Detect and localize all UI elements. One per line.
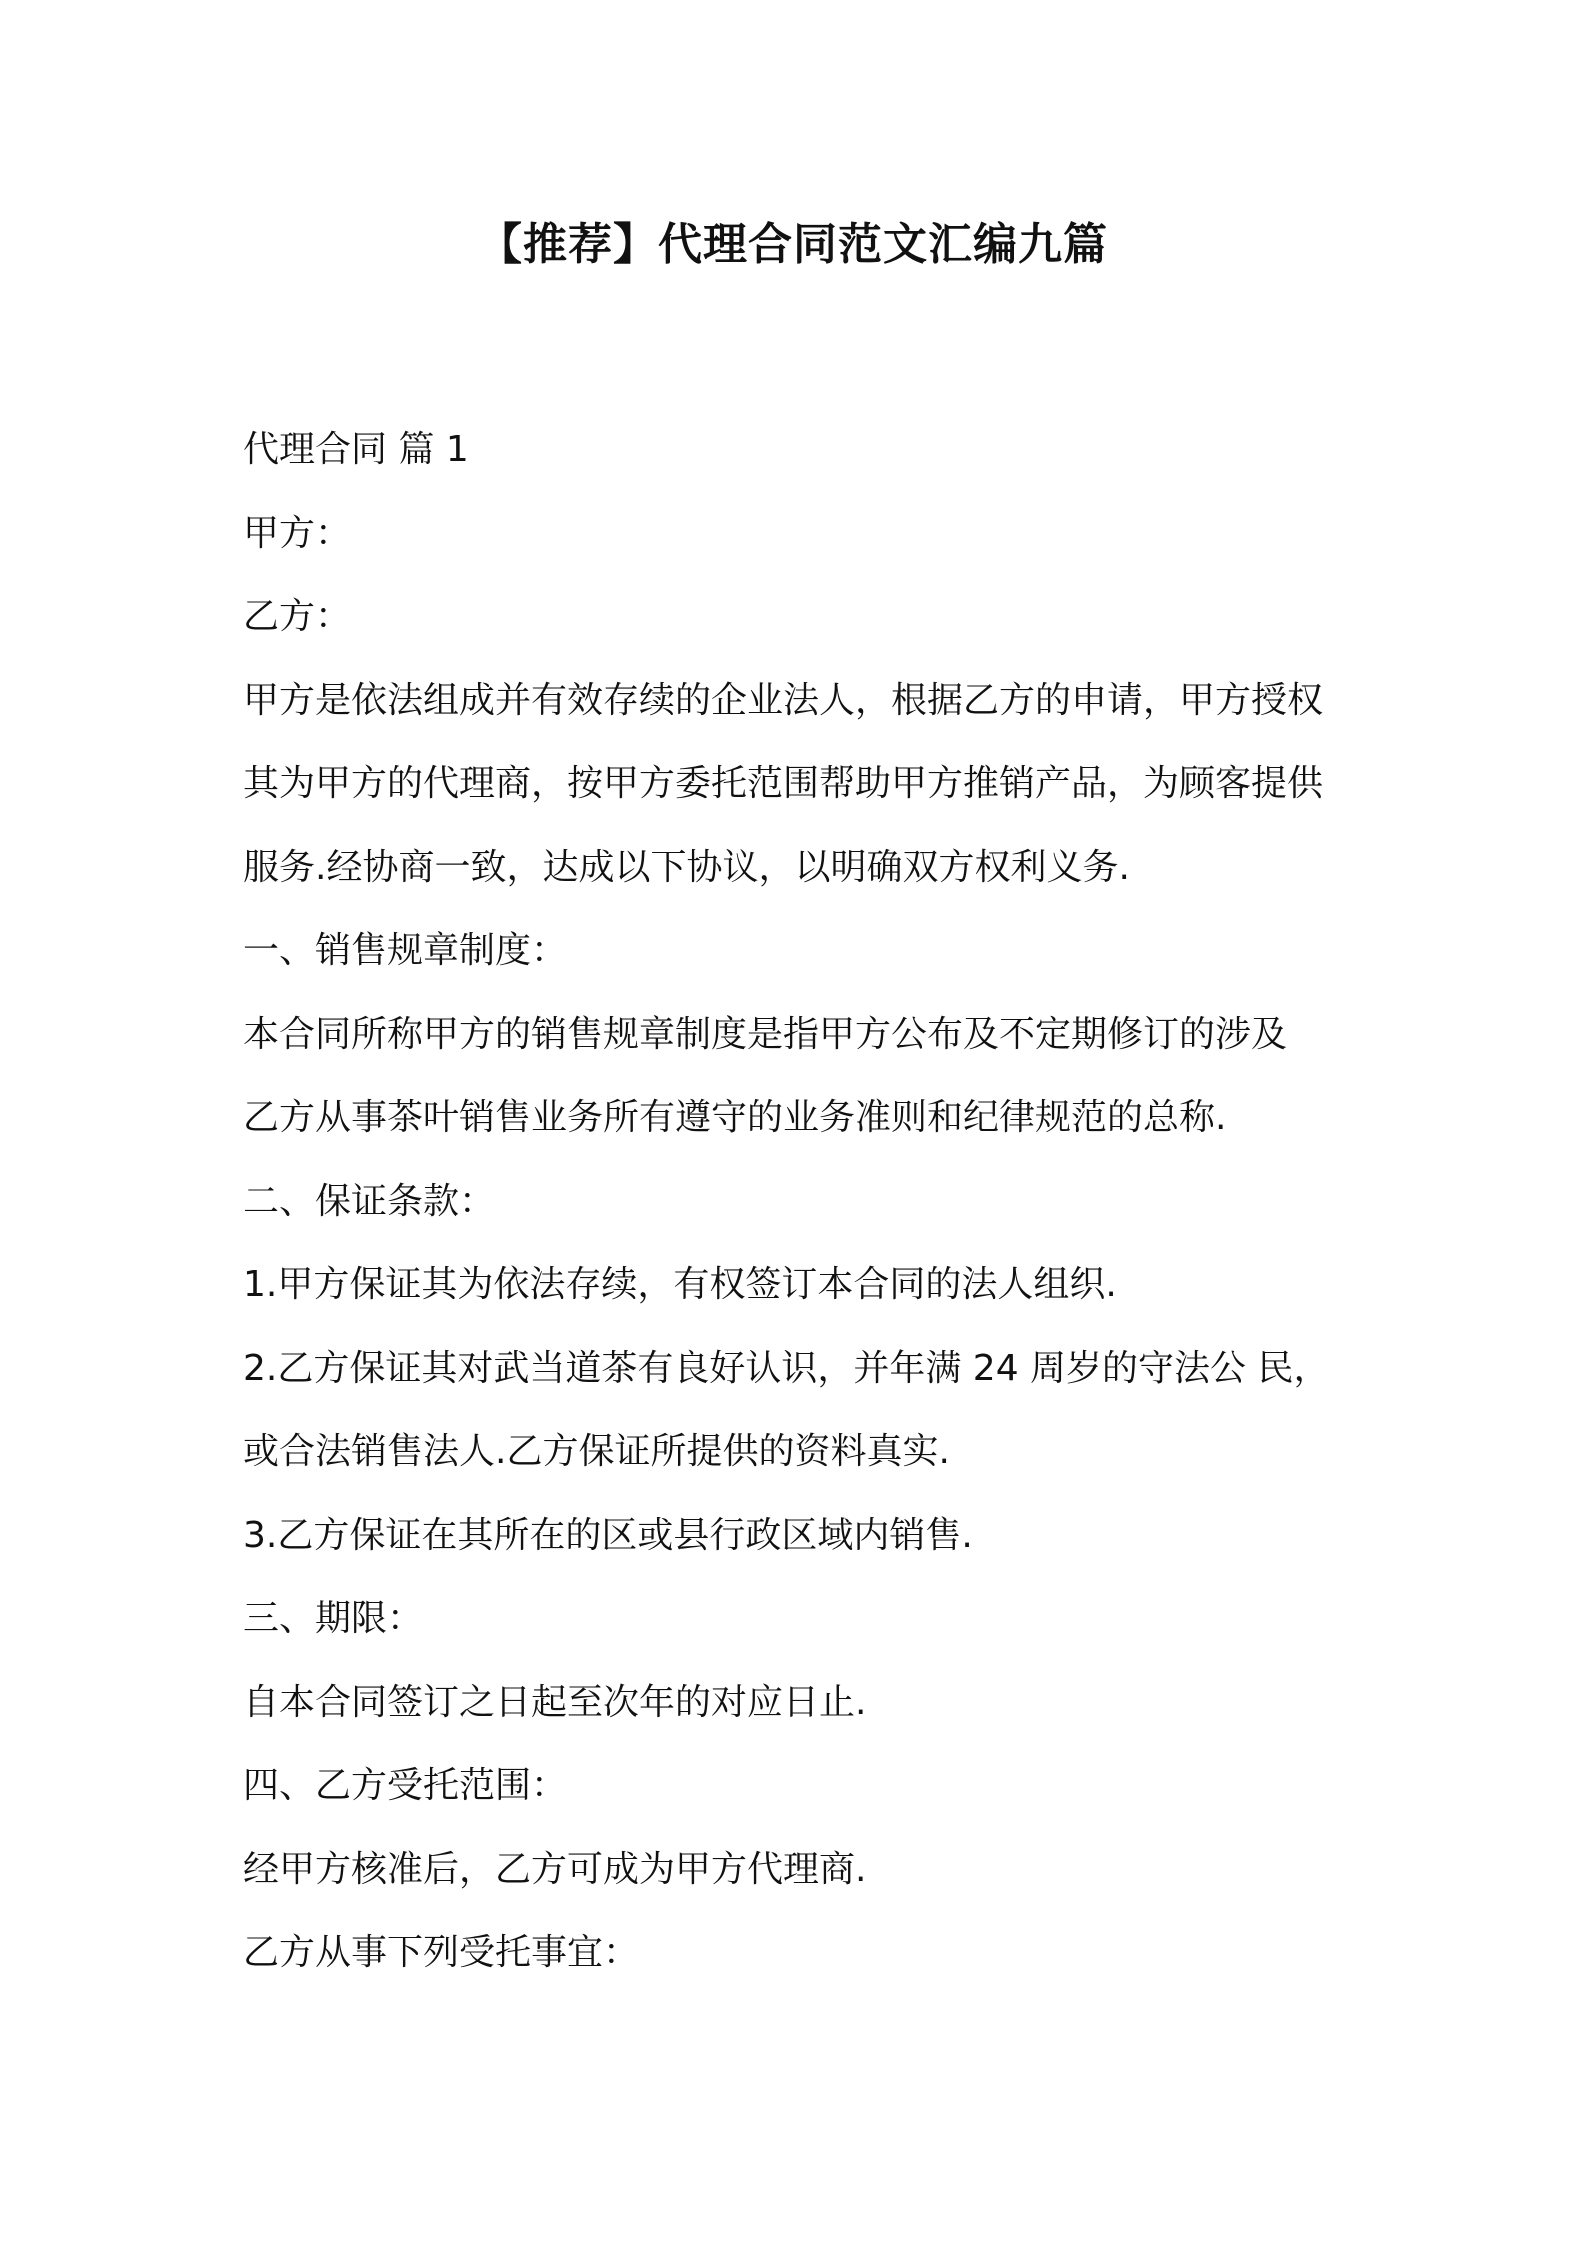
paragraph-line: 甲方是依法组成并有效存续的企业法人，根据乙方的申请，甲方授权 (243, 679, 1324, 721)
document-body (243, 408, 1363, 1995)
section-heading: 代理合同 篇 1 (243, 429, 469, 470)
paragraph-line: 其为甲方的代理商，按甲方委托范围帮助甲方推销产品，为顾客提供 (243, 763, 1324, 804)
paragraph-line: 乙方从事下列受托事宜： (243, 1932, 640, 1973)
document-title: 【推荐】代理合同范文汇编九篇 (478, 219, 1108, 270)
clause-heading: 一、销售规章制度： (243, 930, 568, 971)
paragraph-line: 服务.经协商一致，达成以下协议，以明确双方权利义务. (243, 846, 1130, 888)
clause-item: 1.甲方保证其为依法存续，有权签订本合同的法人组织. (243, 1264, 1117, 1305)
paragraph-line: 经甲方核准后，乙方可成为甲方代理商. (243, 1848, 867, 1890)
clause-heading: 四、乙方受托范围： (243, 1765, 568, 1806)
paragraph-line: 自本合同签订之日起至次年的对应日止. (243, 1681, 867, 1723)
paragraph-line: 本合同所称甲方的销售规章制度是指甲方公布及不定期修订的涉及 (243, 1013, 1288, 1055)
clause-heading: 二、保证条款： (243, 1180, 496, 1222)
clause-item: 3.乙方保证在其所在的区或县行政区域内销售. (243, 1514, 973, 1556)
party-b-label: 乙方： (243, 596, 352, 637)
party-a-label: 甲方： (243, 512, 352, 554)
paragraph-line: 乙方从事茶叶销售业务所有遵守的业务准则和纪律规范的总称. (243, 1097, 1227, 1138)
clause-item: 2.乙方保证其对武当道茶有良好认识，并年满 24 周岁的守法公 民， (243, 1347, 1330, 1389)
paragraph-line: 或合法销售法人.乙方保证所提供的资料真实. (243, 1431, 950, 1472)
clause-heading: 三、期限： (243, 1598, 424, 1639)
